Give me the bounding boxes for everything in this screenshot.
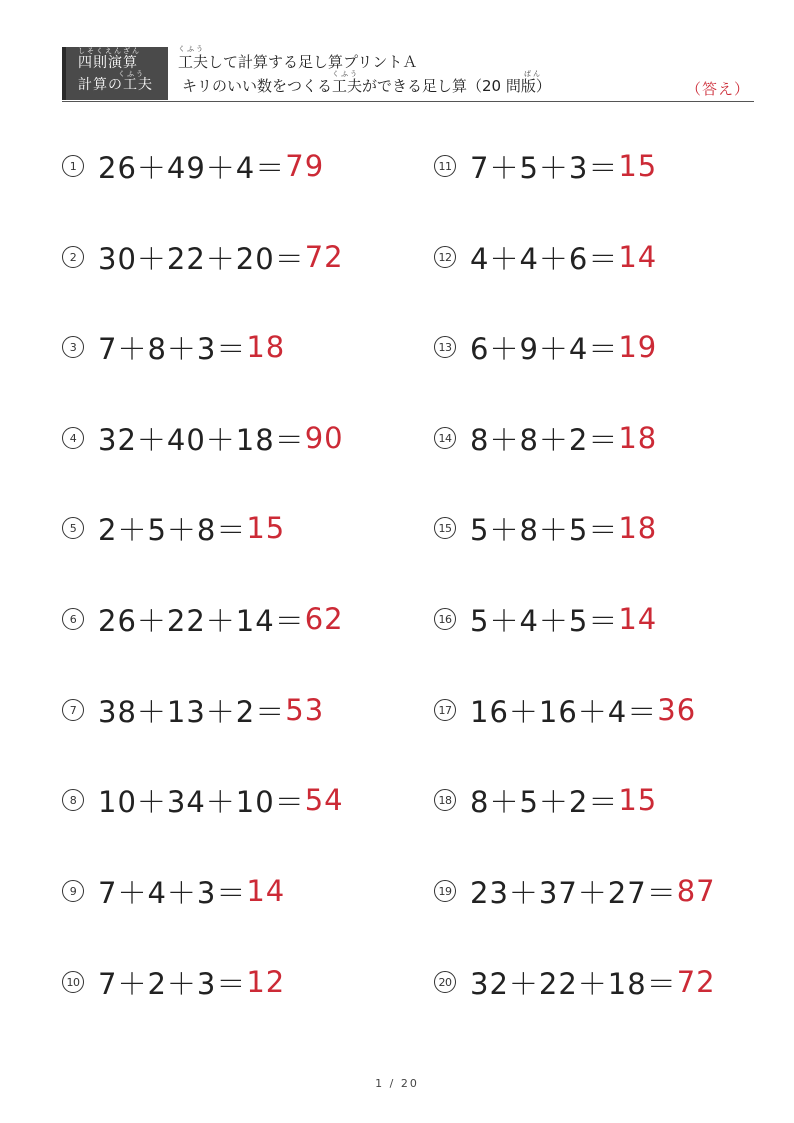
problem-expression: 7＋2＋3＝: [98, 966, 247, 1001]
problem-expression: 26＋22＋14＝: [98, 603, 305, 638]
problem-expression: 38＋13＋2＝: [98, 694, 286, 729]
problem-answer: 18: [246, 330, 286, 364]
problem-expression: 8＋8＋2＝: [470, 422, 619, 457]
problem-answer: 72: [676, 965, 716, 999]
problem-item: [62, 237, 344, 277]
problem-item: [434, 599, 657, 639]
problem-expression: 4＋4＋6＝: [470, 241, 619, 276]
problem-expression: 7＋5＋3＝: [470, 150, 619, 185]
problem-expression: 5＋8＋5＝: [470, 512, 619, 547]
problem-answer: 62: [304, 602, 344, 636]
category-badge: [62, 47, 168, 100]
problem-answer: 18: [618, 421, 658, 455]
problem-answer: 12: [246, 965, 286, 999]
problem-number-badge: 2: [62, 246, 84, 268]
problem-number-badge: 9: [62, 880, 84, 902]
problem-item: [62, 962, 285, 1002]
problem-expression: 7＋8＋3＝: [98, 331, 247, 366]
problem-number-badge: 1: [62, 155, 84, 177]
problem-item: [62, 690, 324, 730]
worksheet-title: 工夫して計算する足し算プリントＡ: [178, 53, 418, 71]
problem-answer: 15: [618, 149, 658, 183]
problem-answer: 18: [618, 511, 658, 545]
problem-answer: 79: [285, 149, 325, 183]
worksheet-header: [62, 47, 754, 102]
problem-answer: 90: [304, 421, 344, 455]
problem-number-badge: 19: [434, 880, 456, 902]
problem-number-badge: 20: [434, 971, 456, 993]
problem-item: [434, 418, 657, 458]
problem-item: [434, 871, 716, 911]
problem-number-badge: 13: [434, 336, 456, 358]
problem-number-badge: 5: [62, 517, 84, 539]
problem-expression: 26＋49＋4＝: [98, 150, 286, 185]
title-ruby: くふう: [178, 45, 205, 53]
problem-number-badge: 18: [434, 789, 456, 811]
problem-expression: 6＋9＋4＝: [470, 331, 619, 366]
problem-expression: 16＋16＋4＝: [470, 694, 658, 729]
problem-answer: 87: [676, 874, 716, 908]
problem-expression: 2＋5＋8＝: [98, 512, 247, 547]
problem-item: [434, 146, 657, 186]
problem-expression: 23＋37＋27＝: [470, 875, 677, 910]
problem-answer: 14: [618, 240, 658, 274]
problem-item: [434, 780, 657, 820]
problem-item: [62, 418, 344, 458]
problem-item: [62, 599, 344, 639]
problem-number-badge: 12: [434, 246, 456, 268]
problem-expression: 10＋34＋10＝: [98, 784, 305, 819]
page-number: 1 / 20: [375, 1077, 419, 1090]
problem-item: [434, 327, 657, 367]
problem-number-badge: 11: [434, 155, 456, 177]
problem-answer: 15: [618, 783, 658, 817]
problem-item: [62, 146, 324, 186]
problem-expression: 32＋40＋18＝: [98, 422, 305, 457]
problem-number-badge: 17: [434, 699, 456, 721]
badge-ruby: しそくえんざん: [78, 47, 141, 55]
problem-answer: 15: [246, 511, 286, 545]
problem-number-badge: 16: [434, 608, 456, 630]
problem-item: [62, 508, 285, 548]
problem-expression: 32＋22＋18＝: [470, 966, 677, 1001]
subtitle-ruby-kufuu: くふう: [332, 70, 359, 78]
problem-item: [62, 327, 285, 367]
problem-expression: 8＋5＋2＝: [470, 784, 619, 819]
problem-number-badge: 4: [62, 427, 84, 449]
badge-line2-ruby: くふう: [118, 70, 145, 78]
problem-expression: 7＋4＋3＝: [98, 875, 247, 910]
problem-answer: 14: [246, 874, 286, 908]
problem-item: [434, 690, 696, 730]
problem-number-badge: 15: [434, 517, 456, 539]
problem-item: [434, 508, 657, 548]
problem-item: [434, 962, 716, 1002]
problem-number-badge: 7: [62, 699, 84, 721]
problem-answer: 53: [285, 693, 325, 727]
problem-item: [434, 237, 657, 277]
problem-number-badge: 14: [434, 427, 456, 449]
badge-category-label: 四則演算: [78, 55, 138, 71]
problem-answer: 19: [618, 330, 658, 364]
problem-answer: 54: [304, 783, 344, 817]
subtitle-ruby-ban: ばん: [524, 70, 542, 78]
badge-topic-label: 計算の工夫: [78, 77, 153, 93]
problem-item: [62, 780, 344, 820]
problem-number-badge: 8: [62, 789, 84, 811]
problem-item: [62, 871, 285, 911]
worksheet-subtitle: キリのいい数をつくる工夫ができる足し算（20 問版）: [182, 77, 551, 95]
problem-answer: 72: [304, 240, 344, 274]
problem-answer: 14: [618, 602, 658, 636]
problem-number-badge: 3: [62, 336, 84, 358]
problem-expression: 5＋4＋5＝: [470, 603, 619, 638]
problem-number-badge: 6: [62, 608, 84, 630]
problem-number-badge: 10: [62, 971, 84, 993]
problem-answer: 36: [657, 693, 697, 727]
problem-expression: 30＋22＋20＝: [98, 241, 305, 276]
answer-key-label: （答え）: [685, 80, 750, 98]
